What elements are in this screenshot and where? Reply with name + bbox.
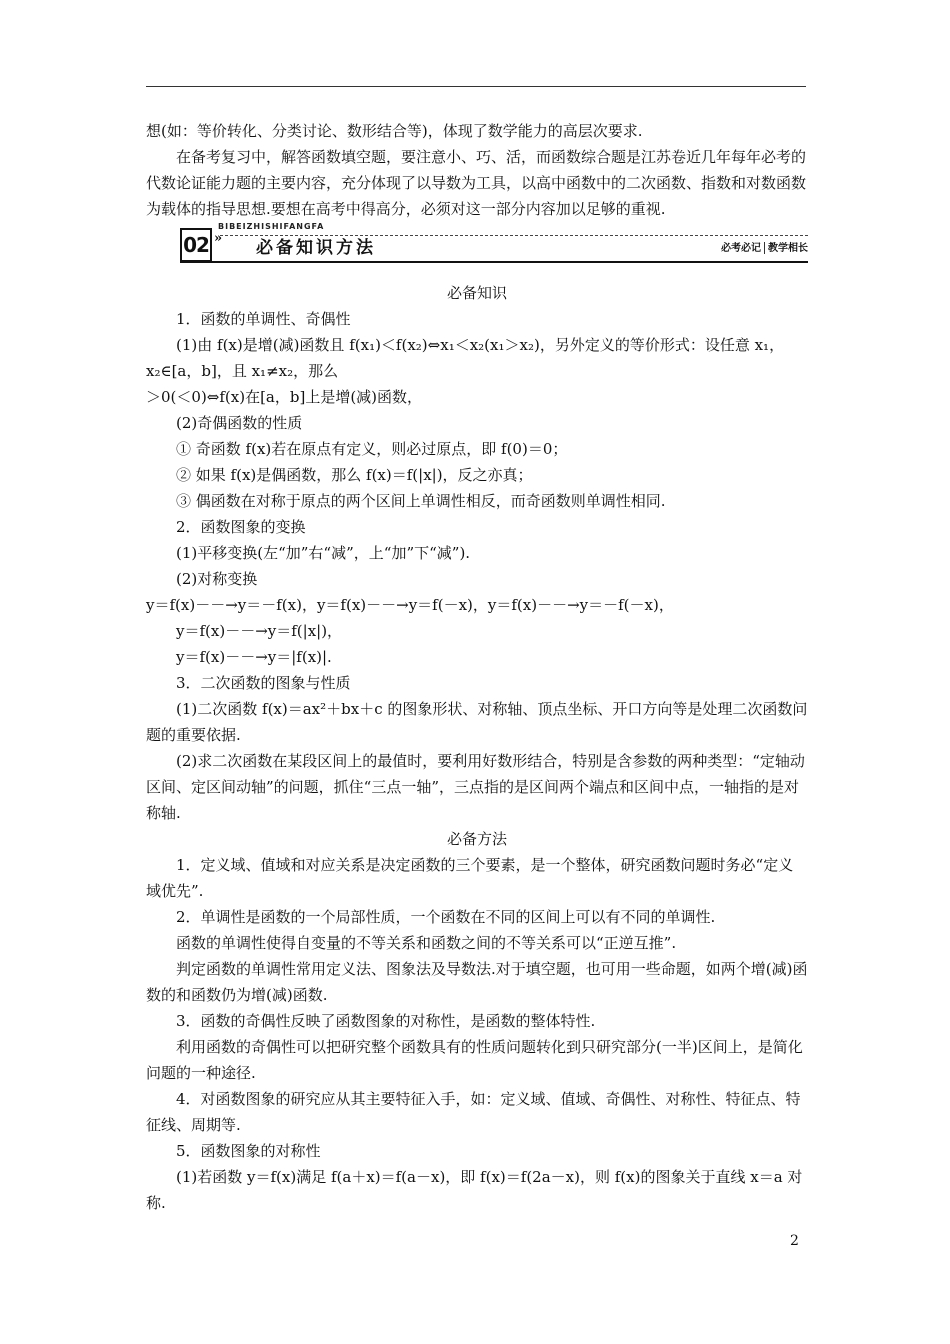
knowledge-line: (1)由 f(x)是增(减)函数且 f(x₁)＜f(x₂)⇔x₁＜x₂(x₁＞x₂)，另外定义的等价形式：设任意 x₁，x₂∈[a，b]，且 x₁≠x₂，那么 [146, 336, 785, 380]
transform-formula: y＝f(x)－－→y＝－f(x)，y＝f(x)－－→y＝f(－x)，y＝f(x)－－→y＝－f(－x)， [146, 596, 674, 614]
knowledge-line: 2．函数图象的变换 [176, 518, 306, 536]
method-line: 5．函数图象的对称性 [176, 1142, 321, 1160]
section-tag-left: 必考必记 [721, 243, 761, 254]
section-title: 必备知识方法 [256, 238, 376, 258]
method-line: 函数的单调性使得自变量的不等关系和函数之间的不等关系可以“正逆互推”. [176, 934, 677, 952]
page-content [146, 118, 808, 1216]
method-line: 4．对函数图象的研究应从其主要特征入手，如：定义域、值域、奇偶性、对称性、特征点、特征线、周期等. [146, 1090, 801, 1134]
method-line: 3．函数的奇偶性反映了函数图象的对称性，是函数的整体特性. [176, 1012, 596, 1030]
method-line: (1)若函数 y＝f(x)满足 f(a＋x)＝f(a－x)，即 f(x)＝f(2a－x)，则 f(x)的图象关于直线 x＝a 对称. [146, 1168, 803, 1212]
knowledge-line: (1)二次函数 f(x)＝ax²＋bx＋c 的图象形状、对称轴、顶点坐标、开口方向等是处理二次函数问题的重要依据. [146, 700, 808, 744]
method-line: 1．定义域、值域和对应关系是决定函数的三个要素，是一个整体，研究函数问题时务必“定义域优先”. [146, 856, 794, 900]
section-bottom-rule [180, 261, 808, 263]
method-line: 利用函数的奇偶性可以把研究整个函数具有的性质问题转化到只研究部分(一半)区间上，是简化问题的一种途径. [146, 1038, 803, 1082]
knowledge-line: (2)求二次函数在某段区间上的最值时，要利用好数形结合，特别是含参数的两种类型：“定轴动区间、定区间动轴”的问题，抓住“三点一轴”，三点指的是区间两个端点和区间中点，一轴指的是对称轴. [146, 752, 805, 822]
header-rule [146, 86, 806, 87]
intro-paragraph-1: 想(如：等价转化、分类讨论、数形结合等)，体现了数学能力的高层次要求. [146, 122, 643, 140]
knowledge-line: ② 如果 f(x)是偶函数，那么 f(x)＝f(|x|)，反之亦真； [176, 466, 533, 484]
knowledge-line: ＞0(＜0)⇔f(x)在[a，b]上是增(减)函数， [146, 388, 423, 406]
knowledge-line: (2)奇偶函数的性质 [176, 414, 303, 432]
section-pinyin: BIBEIZHISHIFANGFA [218, 222, 328, 232]
section-tag-right: 教学相长 [768, 243, 808, 254]
knowledge-line: ③ 偶函数在对称于原点的两个区间上单调性相反，而奇函数则单调性相同. [176, 492, 666, 510]
knowledge-line: (1)平移变换(左“加”右“减”，上“加”下“减”). [176, 544, 471, 562]
intro-paragraph-2: 在备考复习中，解答函数填空题，要注意小、巧、活，而函数综合题是江苏卷近几年每年必考的代数论证能力题的主要内容，充分体现了以导数为工具，以高中函数中的二次函数、指数和对数函数为载体的指导思想.要想在高考中得高分，必须对这一部分内容加以足够的重视. [146, 148, 807, 218]
method-line: 2．单调性是函数的一个局部性质，一个函数在不同的区间上可以有不同的单调性. [176, 908, 716, 926]
knowledge-line: 1．函数的单调性、奇偶性 [176, 310, 351, 328]
knowledge-line: 3．二次函数的图象与性质 [176, 674, 351, 692]
transform-formula: y＝f(x)－－→y＝|f(x)|. [176, 648, 332, 666]
method-line: 判定函数的单调性常用定义法、图象法及导数法.对于填空题，也可用一些命题，如两个增(减)函数的和函数仍为增(减)函数. [146, 960, 808, 1004]
section-number-badge: 02 [180, 228, 212, 262]
page-number: 2 [790, 1233, 799, 1249]
section-header [146, 222, 808, 272]
transform-formula: y＝f(x)－－→y＝f(|x|)， [176, 622, 343, 640]
section-tag [721, 242, 808, 256]
knowledge-line: (2)对称变换 [176, 570, 258, 588]
knowledge-heading: 必备知识 [446, 284, 507, 302]
tag-separator [764, 242, 765, 254]
methods-heading: 必备方法 [446, 830, 507, 848]
knowledge-line: ① 奇函数 f(x)若在原点有定义，则必过原点，即 f(0)＝0； [176, 440, 568, 458]
double-chevron-icon: » [214, 231, 223, 246]
